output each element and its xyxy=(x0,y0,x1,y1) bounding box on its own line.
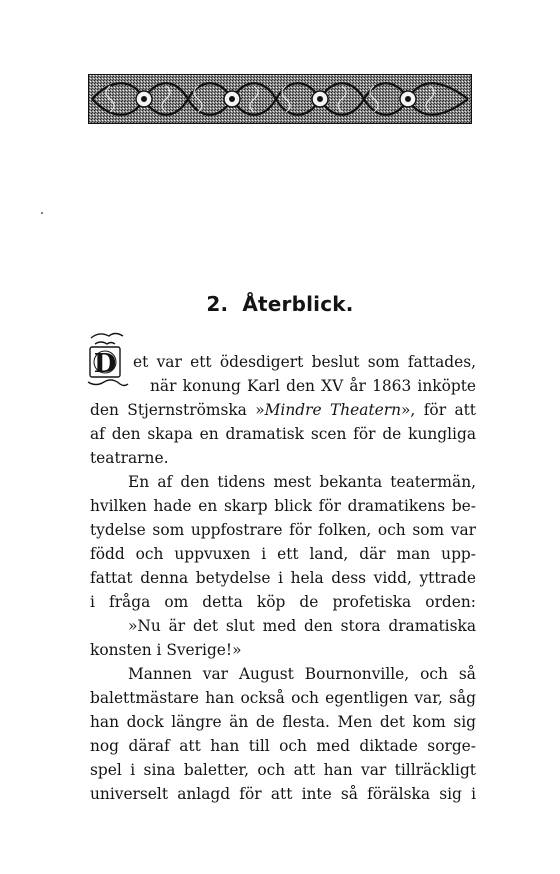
dropcap-letter: D xyxy=(93,349,117,379)
text-line: hvilken hade en skarp blick för dramatikens be- xyxy=(90,497,476,515)
text-line: Mannen var August Bournonville, och så xyxy=(128,665,476,683)
text-line: när konung Karl den XV år 1863 inköpte xyxy=(150,377,476,395)
text-line: balettmästare han också och egentligen var, såg xyxy=(90,689,476,707)
text-line: tydelse som uppfostrare för folken, och som var xyxy=(90,521,476,539)
ornamental-initial xyxy=(85,332,131,390)
text-line: i fråga om detta köp de profetiska orden: xyxy=(90,593,476,611)
text-line xyxy=(90,398,476,422)
text-line: »Nu är det slut med den stora dramatiska xyxy=(128,617,476,635)
text-line: teatrarne. xyxy=(90,449,169,467)
text-line: En af den tidens mest bekanta teatermän, xyxy=(128,473,476,491)
text-line: han dock längre än de flesta. Men det kom sig xyxy=(90,713,476,731)
text-line: spel i sina baletter, och att han var tillräckligt xyxy=(90,761,476,779)
text-span: den Stjernströmska » xyxy=(90,401,265,419)
text-line: konsten i Sverige!» xyxy=(90,641,242,659)
chapter-number: 2. xyxy=(206,292,229,316)
chapter-title: Återblick. xyxy=(242,292,354,316)
chapter-heading xyxy=(0,292,560,316)
text-line: född och uppvuxen i ett land, där man upp- xyxy=(90,545,476,563)
text-line: af den skapa en dramatisk scen för de kungliga xyxy=(90,425,476,443)
stray-mark xyxy=(41,212,43,214)
text-line: fattat denna betydelse i hela dess vidd, yttrade xyxy=(90,569,476,587)
text-span: », för att xyxy=(401,401,476,419)
header-ornament-band xyxy=(88,74,472,124)
text-line: universelt anlagd för att inte så förälska sig i xyxy=(90,785,476,803)
text-line: nog däraf att han till och med diktade sorge- xyxy=(90,737,476,755)
text-line: et var ett ödesdigert beslut som fattades, xyxy=(133,353,476,371)
italic-title: Mindre Theatern xyxy=(264,401,402,419)
